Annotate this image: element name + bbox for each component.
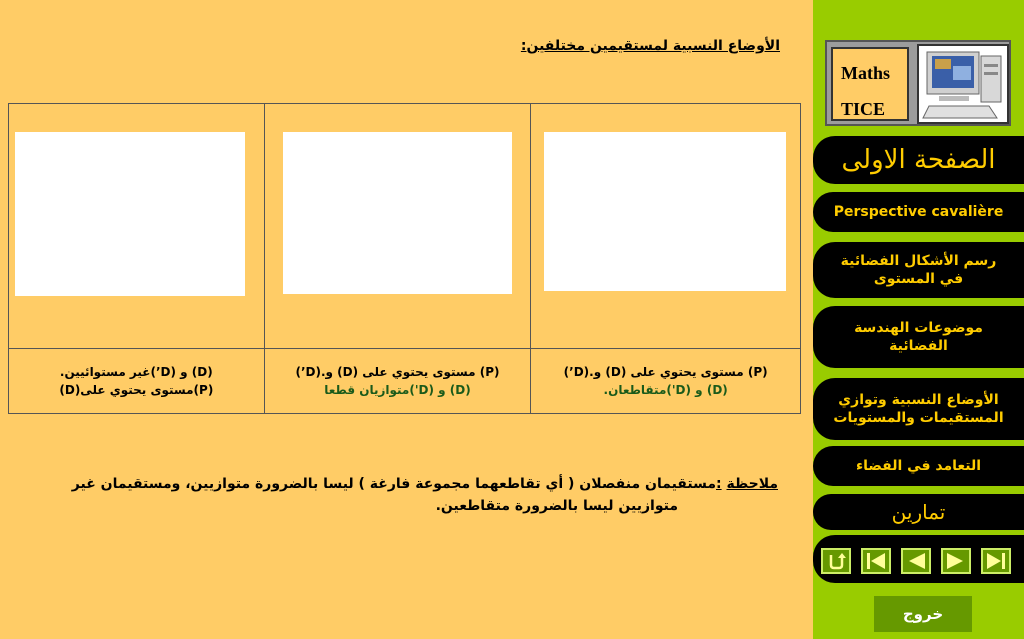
caption-cell-3	[9, 349, 265, 414]
figure-image-1	[544, 132, 786, 291]
nav-relative-positions[interactable]	[813, 378, 1024, 440]
nav-perspective-label: Perspective cavalière	[833, 204, 1004, 220]
nav-orthogonality[interactable]	[813, 446, 1024, 486]
note-colon: :	[716, 476, 722, 492]
sidebar	[813, 0, 1024, 639]
last-page-button[interactable]	[981, 548, 1011, 574]
nav-exercises-label: تمارين	[891, 500, 946, 524]
nav-perspective-cavaliere[interactable]	[813, 192, 1024, 232]
note-text-2: متوازيين ليسا بالضرورة متقاطعين.	[435, 498, 678, 514]
figure-image-3	[15, 132, 245, 296]
sidebar-top-strip	[813, 0, 1024, 28]
nav-topics-label: موضوعات الهندسة الفضائية	[854, 320, 983, 354]
last-page-icon	[985, 552, 1007, 570]
nav-orthogonality-label: التعامد في الفضاء	[855, 458, 982, 474]
caption-3-line2: (P)مستوى يحتوي على(D)	[59, 383, 214, 397]
navigation-controls	[813, 535, 1024, 583]
figure-cell-2	[264, 104, 531, 349]
logo-panel	[825, 40, 1011, 126]
logo-line2: TICE	[841, 99, 886, 119]
maths-tice-logo	[831, 47, 909, 121]
return-icon	[825, 552, 847, 570]
computer-icon	[917, 44, 1009, 124]
positions-table	[8, 103, 801, 414]
figure-cell-3	[9, 104, 265, 349]
nav-drawing-label: رسم الأشكال الفضائية في المستوى	[840, 253, 997, 287]
page-heading: الأوضاع النسبية لمستقيمين مختلفين:	[520, 38, 780, 54]
logo-line1: Maths	[841, 63, 890, 83]
note-text: مستقيمان منفصلان ( أي تقاطعهما مجموعة فارغة ) ليسا بالضرورة متوازيين، ومستقيمان غير	[71, 476, 716, 492]
note-label: ملاحظة	[726, 476, 778, 492]
nav-exercises[interactable]	[813, 494, 1024, 530]
caption-cell-2	[264, 349, 531, 414]
caption-1-line2: (D) و (D')متقاطعان.	[603, 383, 728, 397]
caption-3-line1: (D) و (D’)غير مستوائيين.	[59, 365, 213, 379]
caption-2-line1: (P) مستوى يحتوي على (D) و.(D’)	[295, 365, 500, 379]
nav-home-label: الصفحة الاولى	[841, 145, 996, 175]
next-icon	[945, 552, 967, 570]
previous-icon	[905, 552, 927, 570]
nav-home[interactable]	[813, 136, 1024, 184]
caption-1-line1: (P) مستوى يحتوي على (D) و.(D’)	[563, 365, 768, 379]
next-button[interactable]	[941, 548, 971, 574]
figure-cell-1	[531, 104, 801, 349]
caption-2-line2: (D) و (D')متوازيان قطعا	[324, 383, 471, 397]
figure-image-2	[283, 132, 512, 294]
caption-cell-1	[531, 349, 801, 414]
nav-drawing-shapes[interactable]	[813, 242, 1024, 298]
previous-button[interactable]	[901, 548, 931, 574]
nav-geometry-topics[interactable]	[813, 306, 1024, 368]
note-paragraph	[70, 473, 778, 517]
first-page-button[interactable]	[861, 548, 891, 574]
first-page-icon	[865, 552, 887, 570]
exit-button[interactable]: خروج	[874, 596, 972, 632]
nav-positions-label: الأوضاع النسبية وتوازي المستقيمات والمستويات	[833, 392, 1004, 426]
return-button[interactable]	[821, 548, 851, 574]
